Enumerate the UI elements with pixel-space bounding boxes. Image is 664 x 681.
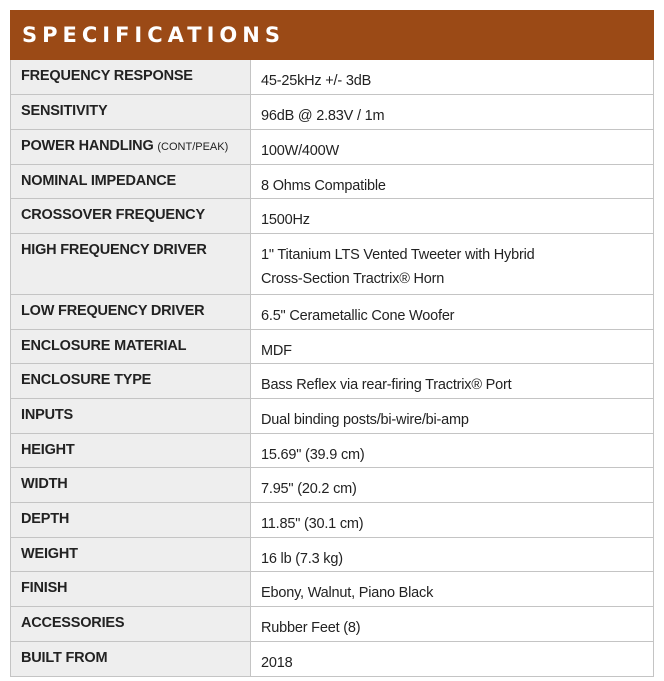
spec-row-accessories [11, 607, 654, 642]
spec-value: Dual binding posts/bi-wire/bi-amp [251, 399, 654, 434]
spec-label: WIDTH [11, 468, 251, 503]
spec-label: NOMINAL IMPEDANCE [11, 164, 251, 199]
spec-value: MDF [251, 329, 654, 364]
spec-label: LOW FREQUENCY DRIVER [11, 294, 251, 329]
spec-row-nominal-impedance [11, 164, 654, 199]
spec-value: 1500Hz [251, 199, 654, 234]
spec-label: ACCESSORIES [11, 607, 251, 642]
spec-row-crossover-frequency [11, 199, 654, 234]
spec-value: 2018 [251, 641, 654, 676]
spec-label: CROSSOVER FREQUENCY [11, 199, 251, 234]
spec-value: 45-25kHz +/- 3dB [251, 60, 654, 95]
spec-label: SENSITIVITY [11, 95, 251, 130]
spec-value: 7.95" (20.2 cm) [251, 468, 654, 503]
spec-label: BUILT FROM [11, 641, 251, 676]
spec-value: Bass Reflex via rear-firing Tractrix® Port [251, 364, 654, 399]
spec-row-built-from [11, 641, 654, 676]
spec-value: 8 Ohms Compatible [251, 164, 654, 199]
spec-row-low-frequency-driver [11, 294, 654, 329]
spec-label: FREQUENCY RESPONSE [11, 60, 251, 95]
spec-value: 1" Titanium LTS Vented Tweeter with Hybrid Cross-Section Tractrix® Horn [251, 233, 654, 294]
spec-label: ENCLOSURE TYPE [11, 364, 251, 399]
spec-row-frequency-response [11, 60, 654, 95]
spec-label: FINISH [11, 572, 251, 607]
spec-value: 15.69" (39.9 cm) [251, 433, 654, 468]
specifications-panel [10, 10, 654, 677]
spec-label: WEIGHT [11, 537, 251, 572]
spec-row-width [11, 468, 654, 503]
spec-value: 96dB @ 2.83V / 1m [251, 95, 654, 130]
specifications-title: SPECIFICATIONS [22, 23, 285, 47]
spec-label: INPUTS [11, 399, 251, 434]
spec-value: 6.5" Cerametallic Cone Woofer [251, 294, 654, 329]
spec-row-sensitivity [11, 95, 654, 130]
spec-label: ENCLOSURE MATERIAL [11, 329, 251, 364]
spec-row-enclosure-type [11, 364, 654, 399]
spec-label: HEIGHT [11, 433, 251, 468]
spec-value: 11.85" (30.1 cm) [251, 503, 654, 538]
spec-row-enclosure-material [11, 329, 654, 364]
spec-value: Ebony, Walnut, Piano Black [251, 572, 654, 607]
spec-row-height [11, 433, 654, 468]
spec-label-note: (CONT/PEAK) [157, 140, 229, 153]
spec-label: DEPTH [11, 503, 251, 538]
spec-row-power-handling [11, 129, 654, 164]
specifications-header [10, 10, 654, 60]
spec-row-weight [11, 537, 654, 572]
spec-row-inputs [11, 399, 654, 434]
spec-row-depth [11, 503, 654, 538]
spec-value: 16 lb (7.3 kg) [251, 537, 654, 572]
spec-value: 100W/400W [251, 129, 654, 164]
spec-label: HIGH FREQUENCY DRIVER [11, 233, 251, 294]
spec-row-finish [11, 572, 654, 607]
spec-value: Rubber Feet (8) [251, 607, 654, 642]
specifications-table [10, 60, 654, 677]
spec-label: POWER HANDLING (CONT/PEAK) [11, 129, 251, 164]
spec-row-high-frequency-driver [11, 233, 654, 294]
